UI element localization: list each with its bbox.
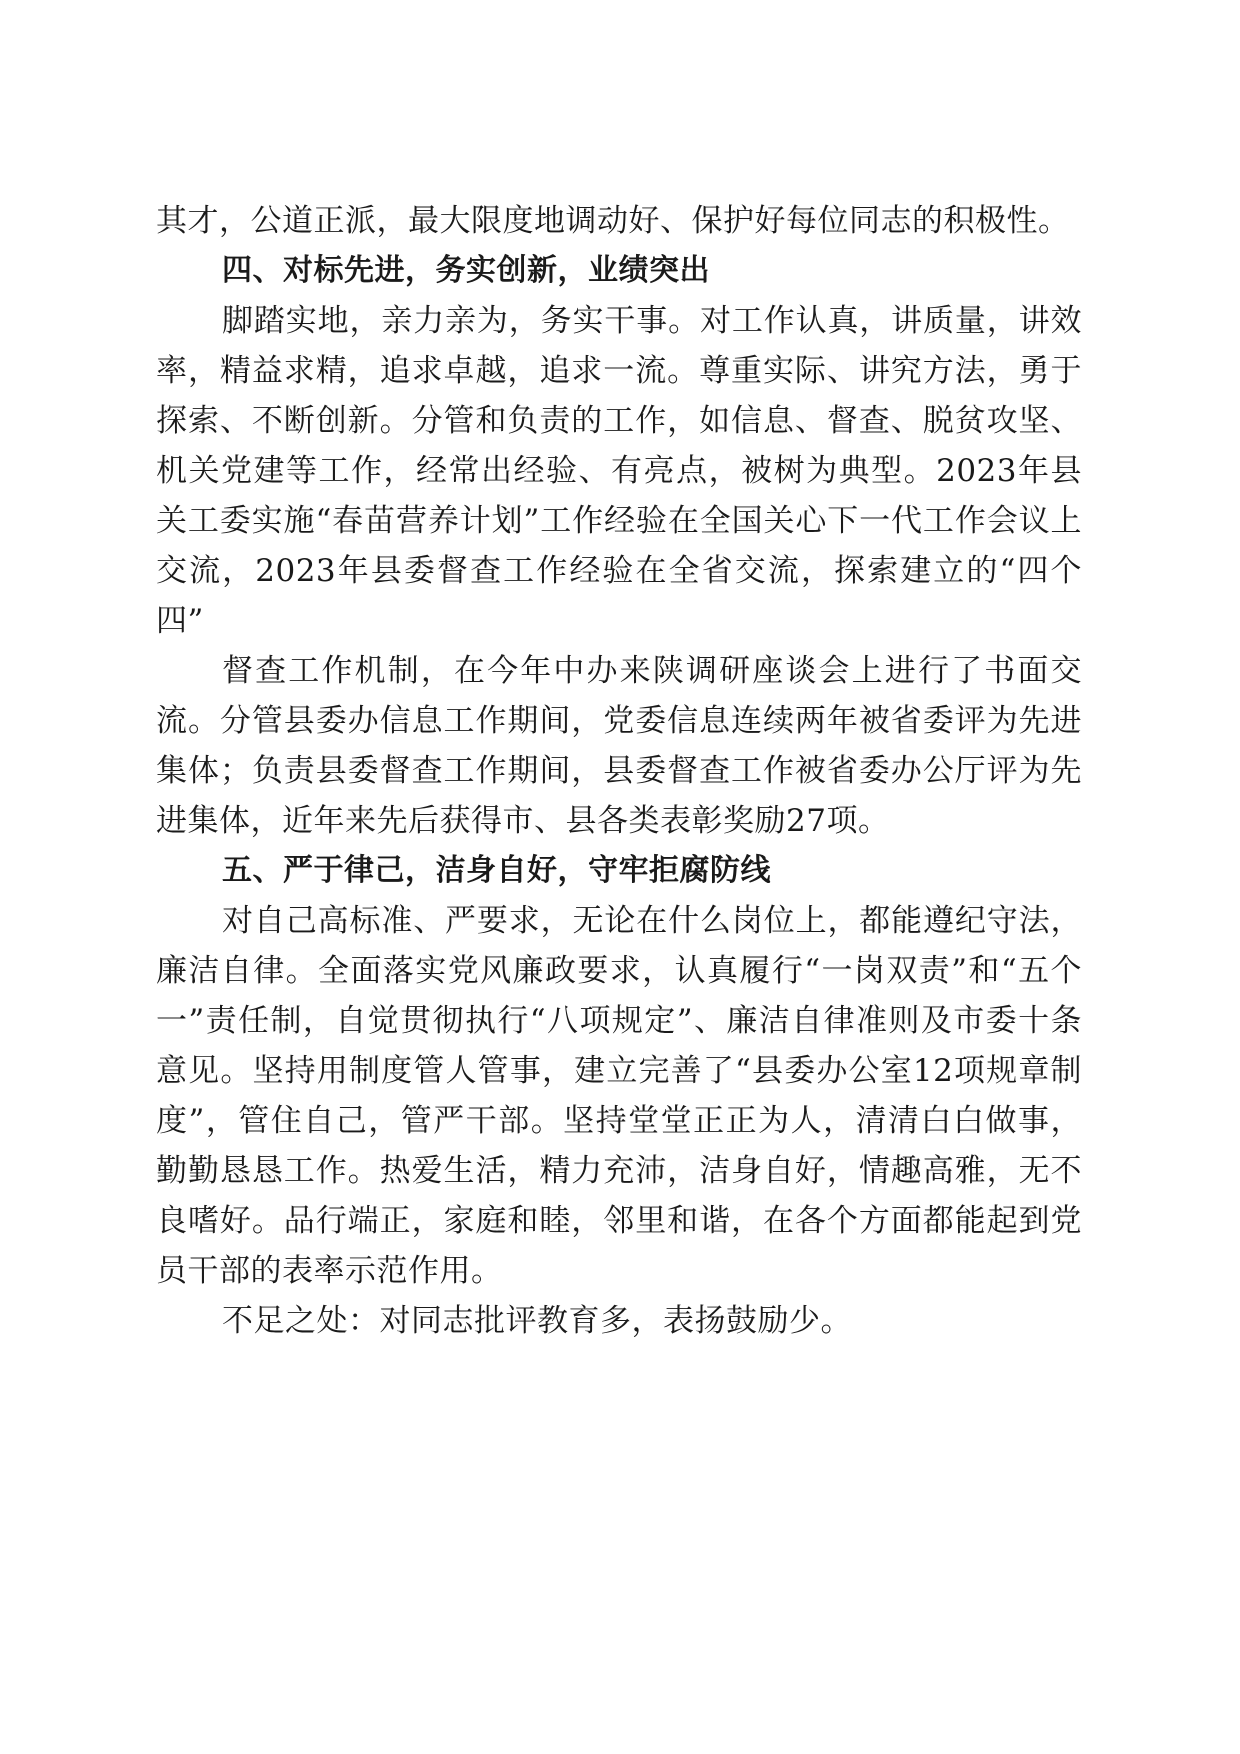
paragraph-shortcomings: 不足之处：对同志批评教育多，表扬鼓励少。 [222, 1303, 852, 1339]
paragraph-self-discipline: 对自己高标准、严要求，无论在什么岗位上，都能遵纪守法，廉洁自律。全面落实党风廉政要求，认真履行“一岗双责”和“五个一”责任制，自觉贯彻执行“八项规定”、廉洁自律准则及市委十条意见。坚持用制度管人管事，建立完善了“县委办公室12项规章制度”，管住自己，管严干部。坚持堂堂正正为人，清清白白做事，勤勤恳恳工作。热爱生活，精力充沛，洁身自好，情趣高雅，无不良嗜好。品行端正，家庭和睦，邻里和谐，在各个方面都能起到党员干部的表率示范作用。 [156, 903, 1082, 1289]
section-heading-five: 五、严于律己，洁身自好，守牢拒腐防线 [222, 853, 771, 888]
section-heading-four: 四、对标先进，务实创新，业绩突出 [222, 253, 710, 288]
paragraph-supervision: 督查工作机制，在今年中办来陕调研座谈会上进行了书面交流。分管县委办信息工作期间，党委信息连续两年被省委评为先进集体；负责县委督查工作期间，县委督查工作被省委办公厅评为先进集体，近年来先后获得市、县各类表彰奖励27项。 [156, 653, 1082, 839]
document-body [156, 196, 1082, 1346]
paragraph-continuation: 其才，公道正派，最大限度地调动好、保护好每位同志的积极性。 [156, 203, 1070, 239]
paragraph-innovation: 脚踏实地，亲力亲为，务实干事。对工作认真，讲质量，讲效率，精益求精，追求卓越，追求一流。尊重实际、讲究方法，勇于探索、不断创新。分管和负责的工作，如信息、督查、脱贫攻坚、机关党建等工作，经常出经验、有亮点，被树为典型。2023年县关工委实施“春苗营养计划”工作经验在全国关心下一代工作会议上交流，2023年县委督查工作经验在全省交流，探索建立的“四个四” [156, 303, 1082, 639]
